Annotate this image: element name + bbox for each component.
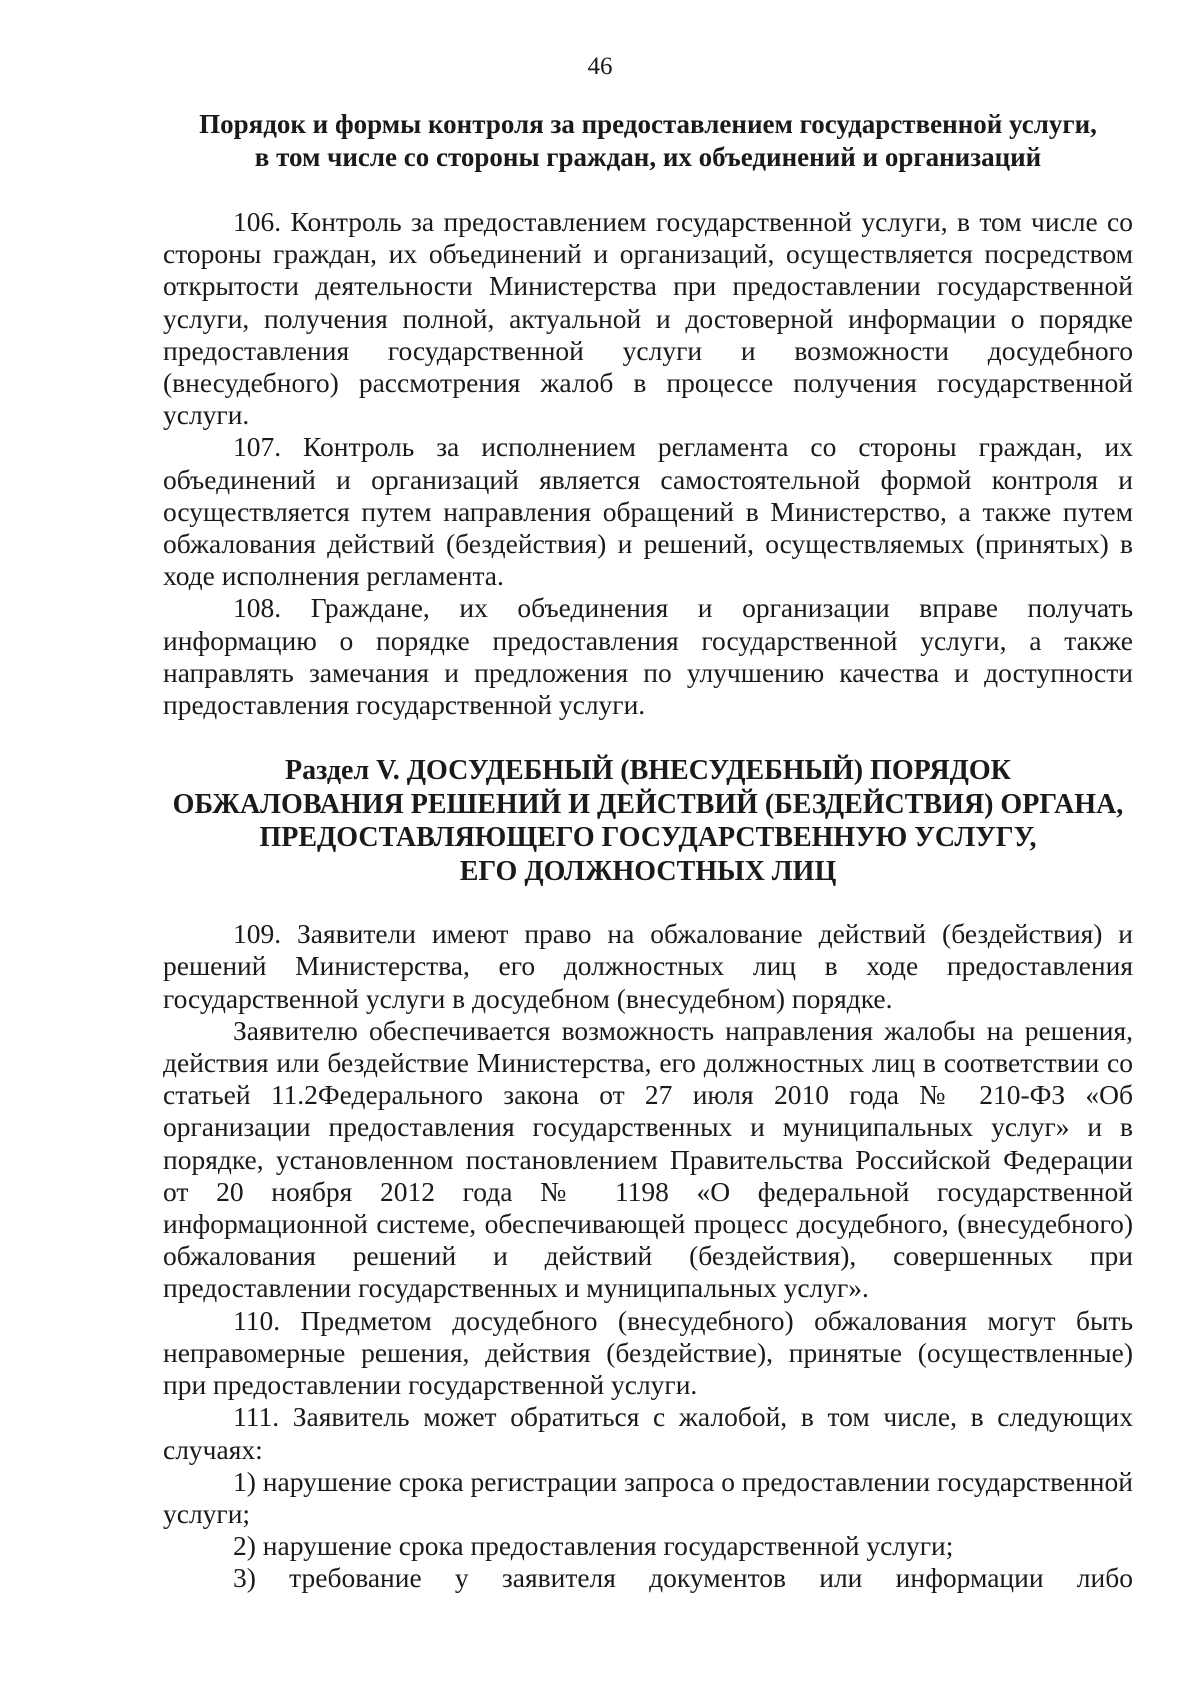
control-section-heading [163,108,1133,174]
page-content [163,108,1133,1595]
paragraph-109: 109. Заявители имеют право на обжалование действий (бездействия) и решений Министерства, его должностных лиц в ходе предоставления государственной услуги в досудебном (внесудебном) порядке. [163,918,1133,1014]
heading-line: Раздел V. ДОСУДЕБНЫЙ (ВНЕСУДЕБНЫЙ) ПОРЯДОК [285,755,1011,787]
list-item-2: 2) нарушение срока предоставления государственной услуги; [233,1530,954,1562]
paragraph-107: 107. Контроль за исполнением регламента со стороны граждан, их объединений и организаций является самостоятельной формой контроля и осуществляется путем направления обращений в Министерство, а также путем обжалования действий (бездействия) и решений, осуществляемых (принятых) в ходе исполнения регламента. [163,431,1133,592]
paragraph-109-complaint: Заявителю обеспечивается возможность направления жалобы на решения, действия или бездействие Министерства, его должностных лиц в соответствии со статьей 11.2Федерального закона от 27 июля 2010 года № 210-ФЗ «Об организации предоставления государственных и муниципальных услуг» и в порядке, установленном постановлением Правительства Российской Федерации от 20 ноября 2012 года № 1198 «О федеральной государственной информационной системе, обеспечивающей процесс досудебного, (внесудебного) обжалования решений и действий (бездействия), совершенных при предоставлении государственных и муниципальных услуг». [163,1014,1133,1304]
heading-line: Порядок и формы контроля за предоставлением государственной услуги, [199,109,1097,139]
paragraph-110: 110. Предметом досудебного (внесудебного) обжалования могут быть неправомерные решения, действия (бездействие), принятые (осуществленные) при предоставлении государственной услуги. [163,1304,1133,1401]
paragraph-108: 108. Граждане, их объединения и организации вправе получать информацию о порядке предоставления государственной услуги, а также направлять замечания и предложения по улучшению качества и доступности предоставления государственной услуги. [163,592,1133,721]
list-item-1: 1) нарушение срока регистрации запроса о предоставлении государственной услуги; [163,1465,1133,1529]
heading-line: в том числе со стороны граждан, их объединений и организаций [254,142,1042,172]
heading-line: ПРЕДОСТАВЛЯЮЩЕГО ГОСУДАРСТВЕННУЮ УСЛУГУ, [259,822,1037,854]
heading-line: ЕГО ДОЛЖНОСТНЫХ ЛИЦ [459,855,837,887]
paragraph-106: 106. Контроль за предоставлением государственной услуги, в том числе со стороны граждан, их объединений и организаций, осуществляется посредством открытости деятельности Министерства при предоставлении государственной услуги, получения полной, актуальной и достоверной информации о порядке предоставления государственной услуги и возможности досудебного (внесудебного) рассмотрения жалоб в процессе получения государственной услуги. [163,206,1133,431]
list-item-3: 3) требование у заявителя документов или информации либо [233,1562,1133,1594]
page-number: 46 [587,53,613,80]
section-v-heading [163,754,1133,888]
paragraph-111: 111. Заявитель может обратиться с жалобой, в том числе, в следующих случаях: [163,1401,1133,1465]
heading-line: ОБЖАЛОВАНИЯ РЕШЕНИЙ И ДЕЙСТВИЙ (БЕЗДЕЙСТВИЯ) ОРГАНА, [172,788,1124,820]
